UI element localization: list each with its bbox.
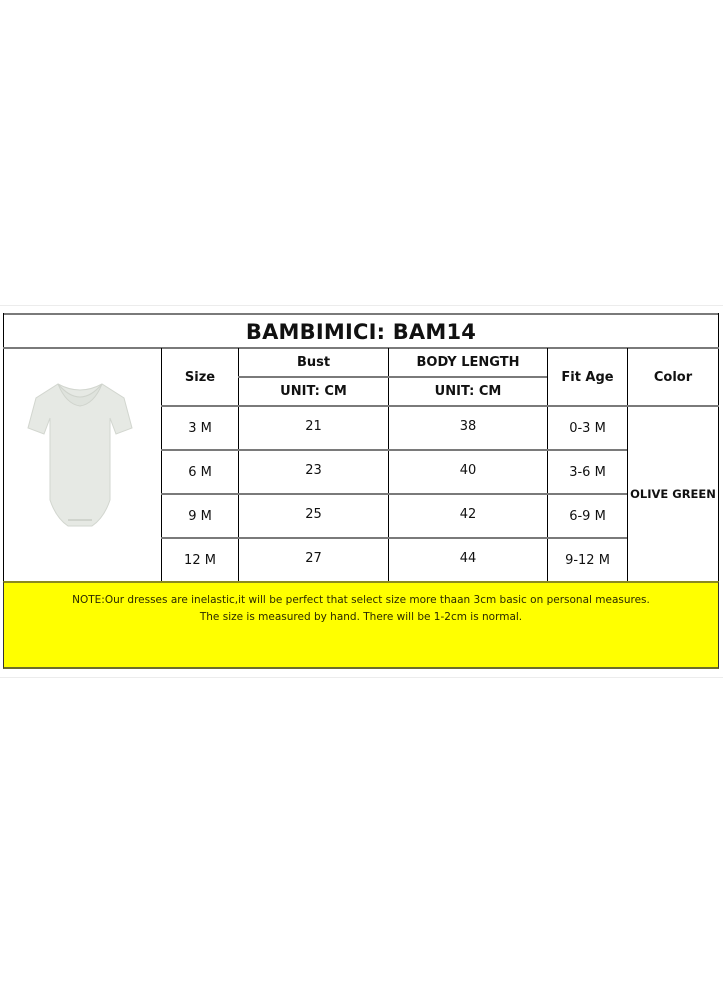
header-fit-age: Fit Age (561, 369, 614, 385)
cell-bust: 21 (305, 418, 322, 434)
header-bust: Bust (296, 355, 331, 370)
cell-body-length: 44 (459, 550, 477, 566)
product-image (20, 370, 140, 540)
header-body-length-unit: UNIT: CM (434, 384, 502, 399)
cell-fit-age: 6-9 M (569, 508, 606, 524)
note-line-1: NOTE:Our dresses are inelastic,it will be perfect that select size more thaan 3cm basic on personal measures. (72, 594, 650, 606)
chart-title: BAMBIMICI: BAM14 (245, 319, 477, 344)
cell-color: OLIVE GREEN (630, 487, 716, 501)
cell-body-length: 40 (459, 462, 477, 478)
cell-size: 3 M (188, 420, 212, 436)
table-right-border (718, 313, 719, 581)
header-size: Size (184, 369, 216, 385)
cell-body-length: 38 (459, 418, 477, 434)
cell-fit-age: 0-3 M (569, 420, 606, 436)
cell-body-length: 42 (459, 506, 477, 522)
background-gridline (0, 677, 723, 678)
cell-bust: 23 (305, 462, 322, 478)
header-bust-unit: UNIT: CM (280, 384, 347, 399)
bodysuit-icon (20, 370, 140, 540)
cell-size: 9 M (188, 508, 212, 524)
table-left-border (3, 313, 4, 581)
note-line-2: The size is measured by hand. There will be 1-2cm is normal. (199, 611, 523, 623)
background-gridline (0, 305, 723, 306)
cell-fit-age: 3-6 M (569, 464, 606, 480)
cell-size: 12 M (184, 552, 216, 568)
cell-bust: 25 (305, 506, 322, 522)
header-body-length: BODY LENGTH (416, 355, 520, 370)
header-color: Color (653, 369, 693, 385)
cell-fit-age: 9-12 M (565, 552, 610, 568)
cell-size: 6 M (188, 464, 212, 480)
cell-bust: 27 (305, 550, 322, 566)
note-box (3, 581, 719, 669)
